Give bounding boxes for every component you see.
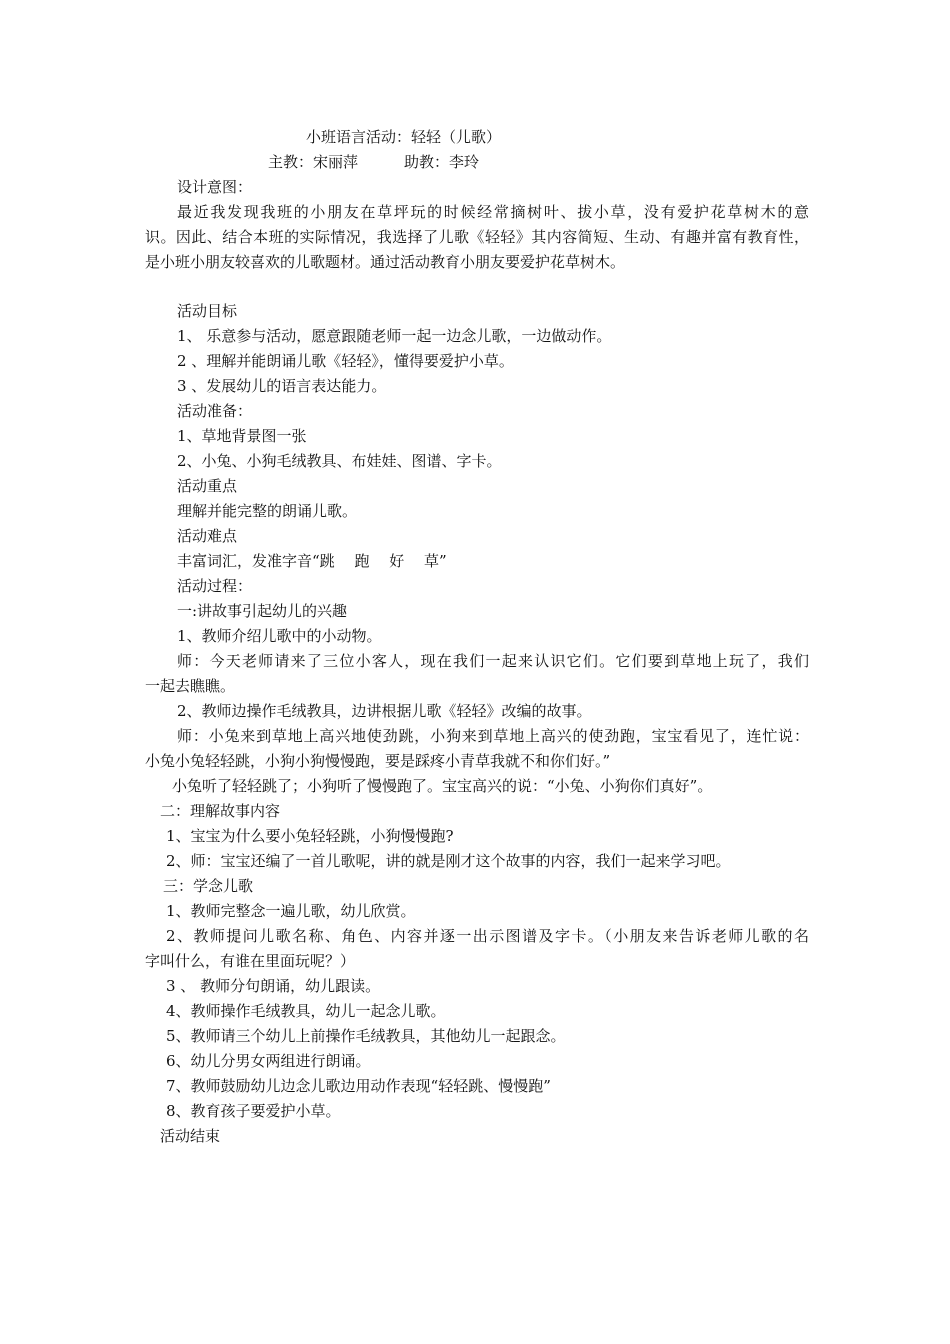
activity-end: 活动结束 [160, 1127, 221, 1145]
part3-item-7: 7、教师鼓励幼儿边念儿歌边用动作表现“轻轻跳、慢慢跑” [166, 1077, 551, 1095]
goal-item-3: 3 、发展幼儿的语言表达能力。 [177, 377, 387, 395]
part3-heading: 三：学念儿歌 [163, 877, 254, 895]
part3-item-3: 3 、 教师分句朗诵，幼儿跟读。 [166, 977, 381, 995]
design-text-line-2: 识。因此、结合本班的实际情况，我选择了儿歌《轻轻》其内容简短、生动、有趣并富有教育性， [145, 228, 809, 246]
part3-item-6: 6、幼儿分男女两组进行朗诵。 [166, 1052, 371, 1070]
document-title: 小班语言活动：轻轻（儿歌） [306, 128, 502, 146]
part3-item-2-line-1: 2、教师提问儿歌名称、角色、内容并逐一出示图谱及字卡。（小朋友来告诉老师儿歌的名 [166, 927, 809, 945]
part3-item-2-line-2: 字叫什么，有谁在里面玩呢？） [145, 952, 356, 970]
goals-heading: 活动目标 [177, 302, 238, 320]
prep-heading: 活动准备： [177, 402, 253, 420]
key-heading: 活动重点 [177, 477, 238, 495]
part1-speech-2-line-3: 小兔听了轻轻跳了；小狗听了慢慢跑了。宝宝高兴的说：“小兔、小狗你们真好”。 [172, 777, 713, 795]
design-text-line-1: 最近我发现我班的小朋友在草坪玩的时候经常摘树叶、拔小草，没有爱护花草树木的意 [177, 203, 809, 221]
part2-item-1: 1、宝宝为什么要小兔轻轻跳，小狗慢慢跑? [166, 827, 454, 845]
part3-item-8: 8、教育孩子要爱护小草。 [166, 1102, 341, 1120]
part2-heading: 二：理解故事内容 [160, 802, 281, 820]
difficulty-heading: 活动难点 [177, 527, 238, 545]
part1-item-1: 1、教师介绍儿歌中的小动物。 [177, 627, 382, 645]
part1-speech-1-line-1: 师：今天老师请来了三位小客人，现在我们一起来认识它们。它们要到草地上玩了，我们 [177, 652, 809, 670]
goal-item-2: 2 、理解并能朗诵儿歌《轻轻》，懂得要爱护小草。 [177, 352, 514, 370]
difficulty-text: 丰富词汇，发准字音“跳 跑 好 草” [177, 552, 447, 570]
prep-item-2: 2、小兔、小狗毛绒教具、布娃娃、图谱、字卡。 [177, 452, 502, 470]
part1-speech-1-line-2: 一起去瞧瞧。 [145, 677, 236, 695]
part1-heading: 一:讲故事引起幼儿的兴趣 [177, 602, 348, 620]
design-text-line-3: 是小班小朋友较喜欢的儿歌题材。通过活动教育小朋友要爱护花草树木。 [145, 253, 626, 271]
part2-item-2: 2、师：宝宝还编了一首儿歌呢，讲的就是刚才这个故事的内容，我们一起来学习吧。 [166, 852, 731, 870]
goal-item-1: 1、 乐意参与活动，愿意跟随老师一起一边念儿歌，一边做动作。 [177, 327, 612, 345]
design-heading: 设计意图： [177, 178, 253, 196]
part1-speech-2-line-1: 师：小兔来到草地上高兴地使劲跳，小狗来到草地上高兴的使劲跑，宝宝看见了，连忙说： [177, 727, 809, 745]
process-heading: 活动过程： [177, 577, 253, 595]
prep-item-1: 1、草地背景图一张 [177, 427, 307, 445]
part3-item-1: 1、教师完整念一遍儿歌，幼儿欣赏。 [166, 902, 416, 920]
assistant-name: 助教：李玲 [404, 153, 480, 171]
staff-line [268, 152, 479, 172]
key-text: 理解并能完整的朗诵儿歌。 [177, 502, 358, 520]
part1-item-2: 2、教师边操作毛绒教具，边讲根据儿歌《轻轻》改编的故事。 [177, 702, 592, 720]
part3-item-4: 4、教师操作毛绒教具，幼儿一起念儿歌。 [166, 1002, 446, 1020]
part3-item-5: 5、教师请三个幼儿上前操作毛绒教具，其他幼儿一起跟念。 [166, 1027, 566, 1045]
part1-speech-2-line-2: 小兔小兔轻轻跳，小狗小狗慢慢跑，要是踩疼小青草我就不和你们好。” [145, 752, 611, 770]
teacher-name: 主教：宋丽萍 [268, 153, 359, 171]
